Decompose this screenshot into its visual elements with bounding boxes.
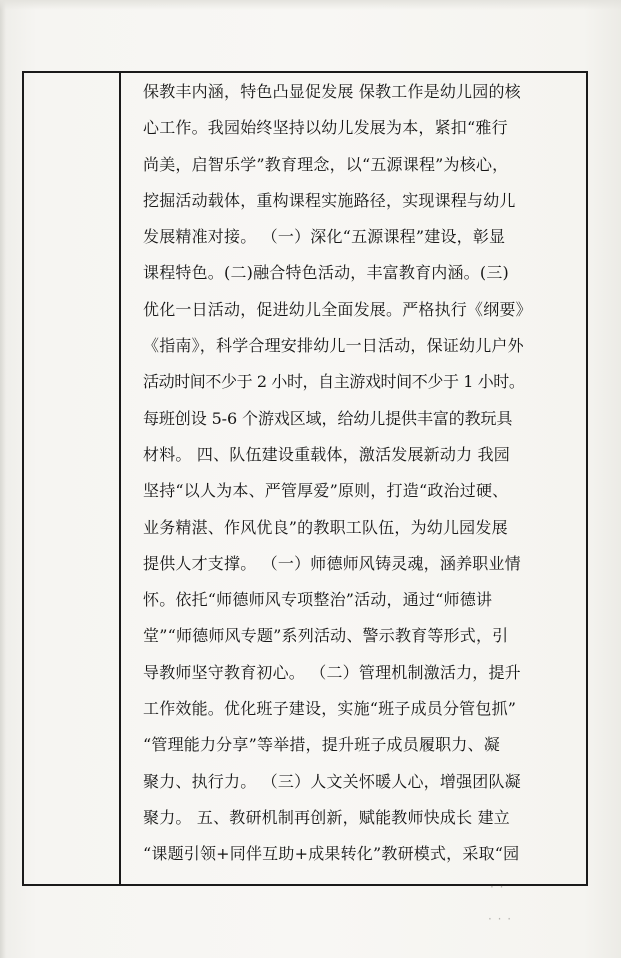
text-line: 业务精湛、作风优良”的教职工队伍，为幼儿园发展 xyxy=(143,517,508,537)
text-line: 保教丰内涵，特色凸显促发展 保教工作是幼儿园的核 xyxy=(143,82,521,101)
text-line: 每班创设 5-6 个游戏区域，给幼儿提供丰富的教玩具 xyxy=(143,408,513,428)
text-line: 提供人才支撑。 （一）师德师风铸灵魂，涵养职业情 xyxy=(143,553,521,573)
text-line: 《指南》，科学合理安排幼儿一日活动，保证幼儿户外 xyxy=(143,336,524,356)
text-line: 怀。依托“师德师风专项整治”活动，通过“师德讲 xyxy=(143,590,493,610)
text-line: 心工作。我园始终坚持以幼儿发展为本，紧扣“雅行 xyxy=(143,118,508,138)
text-line: “管理能力分享”等举措，提升班子成员履职力、凝 xyxy=(143,735,500,755)
table-column-divider xyxy=(119,71,121,886)
text-line: 坚持“以人为本、严管厚爱”原则，打造“政治过硬、 xyxy=(143,481,509,501)
text-line: 聚力。 五、教研机制再创新，赋能教师快成长 建立 xyxy=(143,807,510,827)
text-line: 尚美，启智乐学”教育理念，以“五源课程”为核心， xyxy=(143,154,509,174)
text-line: 发展精准对接。 （一）深化“五源课程”建设，彰显 xyxy=(143,227,506,247)
text-line: 导教师坚守教育初心。 （二）管理机制激活力，提升 xyxy=(143,662,521,682)
faint-scan-mark: · · · xyxy=(488,912,513,926)
text-line: 材料。 四、队伍建设重载体，激活发展新动力 我园 xyxy=(143,444,510,464)
text-line: 工作效能。优化班子建设，实施“班子成员分管包抓” xyxy=(143,699,517,719)
text-line: “课题引领+同伴互助+成果转化”教研模式，采取“园 xyxy=(143,844,520,864)
text-line: 堂”“师德师风专题”系列活动、警示教育等形式，引 xyxy=(143,626,509,646)
text-line: 课程特色。(二)融合特色活动，丰富教育内涵。(三) xyxy=(143,263,509,283)
scan-top-shadow xyxy=(0,0,621,10)
text-line: 聚力、执行力。 （三）人文关怀暖人心，增强团队凝 xyxy=(143,771,521,791)
faint-scan-mark: · · xyxy=(490,880,505,894)
text-line: 活动时间不少于 2 小时，自主游戏时间不少于 1 小时。 xyxy=(143,372,525,392)
text-line: 优化一日活动，促进幼儿全面发展。严格执行《纲要》 xyxy=(143,299,532,319)
scan-edge-shadow xyxy=(0,0,6,958)
table-content-cell xyxy=(143,74,575,873)
text-line: 挖掘活动载体，重构课程实施路径，实现课程与幼儿 xyxy=(143,190,516,210)
